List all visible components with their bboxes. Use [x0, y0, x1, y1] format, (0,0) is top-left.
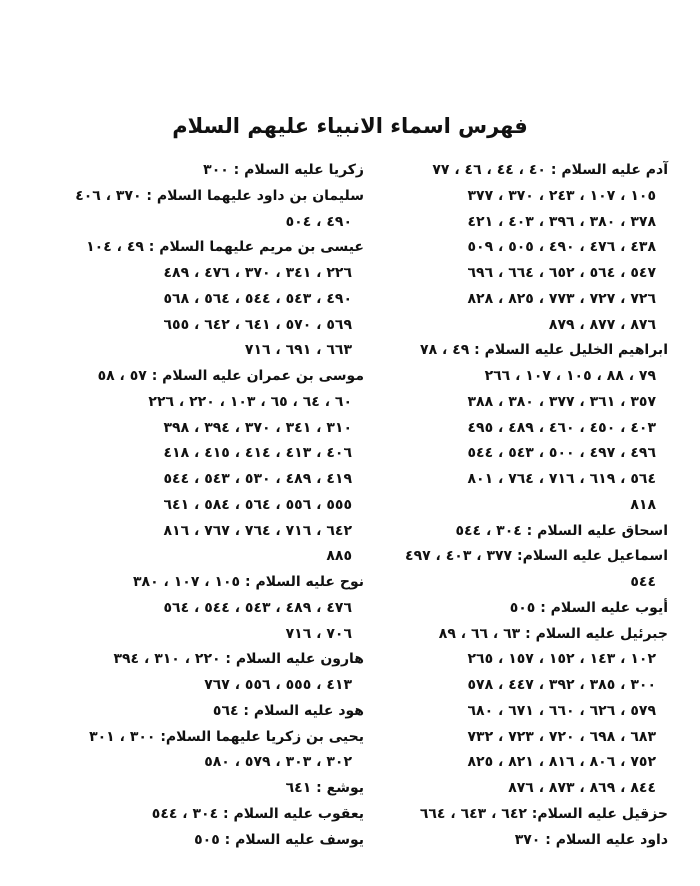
index-entry-line: ٧٩ ، ٨٨ ، ١٠٥ ، ١٠٧ ، ٢٦٦ — [484, 368, 656, 384]
index-entry-line: ٦٨٣ ، ٦٩٨ ، ٧٢٠ ، ٧٢٣ ، ٧٣٢ — [467, 728, 656, 745]
index-entry-line: ٤١٩ ، ٤٨٩ ، ٥٣٠ ، ٥٤٣ ، ٥٤٤ — [163, 471, 352, 487]
index-entry-line: ٤٧٦ ، ٤٨٩ ، ٥٤٣ ، ٥٤٤ ، ٥٦٤ — [163, 599, 352, 616]
index-entry-line: ٨٤٤ ، ٨٦٩ ، ٨٧٣ ، ٨٧٦ — [508, 780, 656, 796]
index-column-left — [64, 158, 364, 853]
index-entry-line: ٥٤٧ ، ٥٦٤ ، ٦٥٢ ، ٦٦٤ ، ٦٩٦ — [467, 265, 656, 281]
index-entry-line: داود عليه السلام : ٣٧٠ — [514, 831, 668, 848]
index-entry-line: يوسف عليه السلام : ٥٠٥ — [194, 831, 364, 848]
index-entry-line: ٧٢٦ ، ٧٢٧ ، ٧٧٣ ، ٨٢٥ ، ٨٢٨ — [467, 290, 656, 307]
index-entry-line: ٣٠٢ ، ٣٠٣ ، ٥٧٩ ، ٥٨٠ — [204, 754, 352, 771]
index-entry-line: زكريا عليه السلام : ٣٠٠ — [203, 162, 364, 178]
index-entry-line: ٦٦٣ ، ٦٩١ ، ٧١٦ — [244, 342, 352, 359]
index-entry-line: يحيى بن زكريا عليهما السلام: ٣٠٠ ، ٣٠١ — [89, 728, 364, 745]
index-entry-line: ٦٤٢ ، ٧١٦ ، ٧٦٤ ، ٧٦٧ ، ٨١٦ — [163, 522, 352, 539]
index-entry-line: حزقيل عليه السلام: ٦٤٢ ، ٦٤٣ ، ٦٦٤ — [419, 805, 668, 822]
index-entry-line: ٤١٣ ، ٥٥٥ ، ٥٥٦ ، ٧٦٧ — [204, 677, 352, 693]
index-entry-line: نوح عليه السلام : ١٠٥ ، ١٠٧ ، ٣٨٠ — [133, 574, 364, 590]
index-entry-line: ٥٦٩ ، ٥٧٠ ، ٦٤١ ، ٦٤٢ ، ٦٥٥ — [163, 316, 352, 333]
index-entry-line: ٤٠٣ ، ٤٥٠ ، ٤٦٠ ، ٤٨٩ ، ٤٩٥ — [467, 419, 656, 436]
index-entry-line: اسماعيل عليه السلام: ٣٧٧ ، ٤٠٣ ، ٤٩٧ — [405, 548, 668, 565]
index-entry-line: ٣٠٠ ، ٣٨٥ ، ٣٩٢ ، ٤٤٧ ، ٥٧٨ — [467, 677, 656, 693]
index-entry-line: ٢٢٦ ، ٣٤١ ، ٣٧٠ ، ٤٧٦ ، ٤٨٩ — [163, 265, 352, 281]
index-entry-line: ٤٩٦ ، ٤٩٧ ، ٥٠٠ ، ٥٤٣ ، ٥٤٤ — [467, 445, 656, 462]
index-entry-line: ٦٠ ، ٦٤ ، ٦٥ ، ١٠٣ ، ٢٢٠ ، ٢٢٦ — [148, 393, 352, 410]
index-entry-line: ٤٩٠ ، ٥٤٣ ، ٥٤٤ ، ٥٦٤ ، ٥٦٨ — [163, 290, 352, 307]
index-entry-line: جبرئيل عليه السلام : ٦٣ ، ٦٦ ، ٨٩ — [438, 625, 668, 642]
index-entry-line: ٣٧٨ ، ٣٨٠ ، ٣٩٦ ، ٤٠٣ ، ٤٢١ — [467, 213, 656, 230]
index-entry-line: عيسى بن مريم عليهما السلام : ٤٩ ، ١٠٤ — [86, 239, 364, 256]
index-entry-line: ابراهيم الخليل عليه السلام : ٤٩ ، ٧٨ — [420, 342, 668, 359]
index-entry-line: هود عليه السلام : ٥٦٤ — [212, 702, 364, 719]
index-entry-line: يوشع : ٦٤١ — [285, 780, 364, 796]
index-entry-line: هارون عليه السلام : ٢٢٠ ، ٣١٠ ، ٣٩٤ — [113, 651, 364, 668]
index-entry-line: ١٠٢ ، ١٤٣ ، ١٥٢ ، ١٥٧ ، ٢٦٥ — [467, 651, 656, 668]
index-entry-line: ١٠٥ ، ١٠٧ ، ٢٤٣ ، ٣٧٠ ، ٣٧٧ — [467, 187, 656, 204]
index-entry-line: موسى بن عمران عليه السلام : ٥٧ ، ٥٨ — [97, 368, 364, 384]
page-title: فهرس اسماء الانبياء عليهم السلام — [172, 114, 528, 138]
index-entry-line: ٨١٨ — [630, 496, 656, 513]
index-entry-line: ٨٧٦ ، ٨٧٧ ، ٨٧٩ — [548, 316, 656, 333]
index-entry-line: ٨٨٥ — [326, 548, 352, 565]
index-entry-line: سليمان بن داود عليهما السلام : ٣٧٠ ، ٤٠٦ — [75, 187, 364, 204]
index-entry-line: ٥٦٤ ، ٦١٩ ، ٧١٦ ، ٧٦٤ ، ٨٠١ — [467, 471, 656, 487]
index-entry-line: ٥٧٩ ، ٦٢٦ ، ٦٦٠ ، ٦٧١ ، ٦٨٠ — [467, 702, 656, 719]
index-entry-line: يعقوب عليه السلام : ٣٠٤ ، ٥٤٤ — [151, 805, 364, 822]
index-entry-line: ٣١٠ ، ٣٤١ ، ٣٧٠ ، ٣٩٤ ، ٣٩٨ — [163, 419, 352, 436]
index-entry-line: ٧٠٦ ، ٧١٦ — [285, 625, 352, 642]
index-column-right — [368, 158, 668, 853]
index-entry-line: ٧٥٢ ، ٨٠٦ ، ٨١٦ ، ٨٢١ ، ٨٢٥ — [467, 754, 656, 771]
index-entry-line: ٤٠٦ ، ٤١٣ ، ٤١٤ ، ٤١٥ ، ٤١٨ — [163, 445, 352, 462]
index-entry-line: ٥٤٤ — [630, 574, 656, 590]
index-entry-line: آدم عليه السلام : ٤٠ ، ٤٤ ، ٤٦ ، ٧٧ — [432, 162, 668, 178]
index-entry-line: ٤٣٨ ، ٤٧٦ ، ٤٩٠ ، ٥٠٥ ، ٥٠٩ — [467, 239, 656, 256]
index-entry-line: أيوب عليه السلام : ٥٠٥ — [509, 599, 668, 616]
index-entry-line: اسحاق عليه السلام : ٣٠٤ ، ٥٤٤ — [455, 522, 668, 539]
index-entry-line: ٥٥٥ ، ٥٥٦ ، ٥٦٤ ، ٥٨٤ ، ٦٤١ — [163, 496, 352, 513]
index-entry-line: ٣٥٧ ، ٣٦١ ، ٣٧٧ ، ٣٨٠ ، ٣٨٨ — [467, 393, 656, 410]
index-entry-line: ٤٩٠ ، ٥٠٤ — [285, 213, 352, 230]
